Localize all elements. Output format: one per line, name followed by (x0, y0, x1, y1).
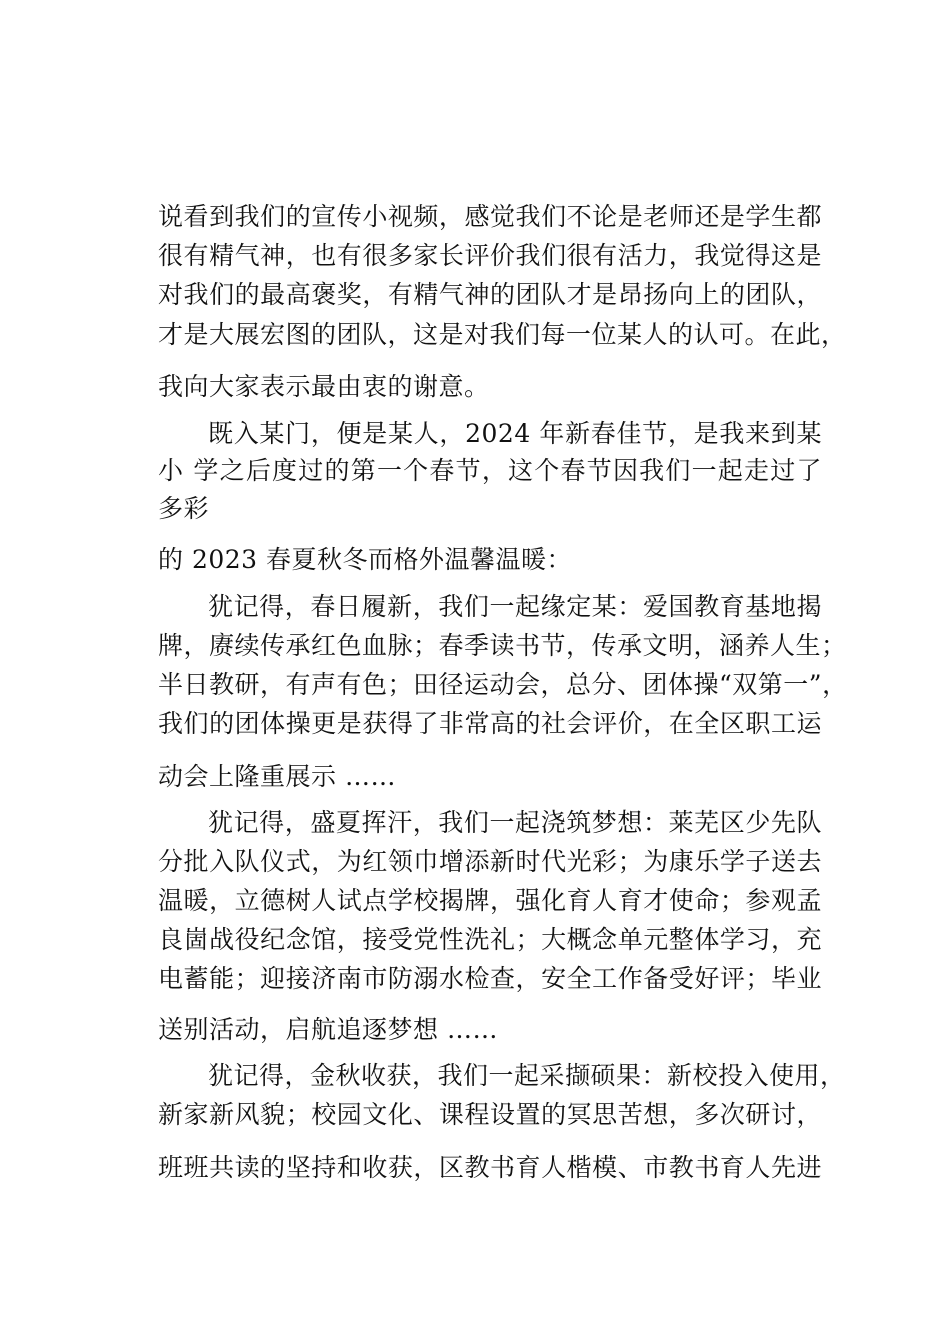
paragraph-first-line: 犹记得，金秋收获，我们一起采撷硕果：新校投入使用， (208, 1061, 846, 1090)
text-line: 很有精气神，也有很多家长评价我们很有活力，我觉得这是 (158, 241, 822, 270)
text-line: 我向大家表示最由衷的谢意。 (158, 372, 490, 401)
text-line: 动会上隆重展示 …… (158, 762, 396, 791)
text-line: 新家新风貌；校园文化、课程设置的冥思苦想，多次研讨， (158, 1100, 822, 1129)
text-line: 小 学之后度过的第一个春节，这个春节因我们一起走过了 (158, 456, 822, 485)
text-line: 分批入队仪式，为红领巾增添新时代光彩；为康乐学子送去 (158, 847, 822, 876)
text-line: 良崮战役纪念馆，接受党性洗礼；大概念单元整体学习，充 (158, 925, 822, 954)
paragraph-first-line: 既入某门，便是某人，2024 年新春佳节，是我来到某 (208, 419, 822, 448)
text-line: 多彩 (158, 494, 210, 523)
text-line: 电蓄能；迎接济南市防溺水检查，安全工作备受好评；毕业 (158, 964, 822, 993)
text-line: 说看到我们的宣传小视频，感觉我们不论是老师还是学生都 (158, 202, 822, 231)
text-line: 的 2023 春夏秋冬而格外温馨温暖： (158, 545, 573, 574)
text-line: 半日教研，有声有色；田径运动会，总分、团体操“双第一”， (158, 670, 848, 699)
paragraph-first-line: 犹记得，春日履新，我们一起缘定某：爱国教育基地揭 (208, 592, 822, 621)
text-line: 我们的团体操更是获得了非常高的社会评价，在全区职工运 (158, 709, 822, 738)
text-line: 班班共读的坚持和收获，区教书育人楷模、市教书育人先进 (158, 1153, 822, 1182)
text-line: 送别活动，启航追逐梦想 …… (158, 1015, 498, 1044)
text-line: 牌，赓续传承红色血脉；春季读书节，传承文明，涵养人生； (158, 631, 847, 660)
text-line: 温暖，立德树人试点学校揭牌，强化育人育才使命；参观孟 (158, 886, 822, 915)
text-line: 对我们的最高褒奖，有精气神的团队才是昂扬向上的团队， (158, 280, 822, 309)
text-line: 才是大展宏图的团队，这是对我们每一位某人的认可。在此， (158, 320, 847, 349)
paragraph-first-line: 犹记得，盛夏挥汗，我们一起浇筑梦想：莱芜区少先队 (208, 808, 822, 837)
